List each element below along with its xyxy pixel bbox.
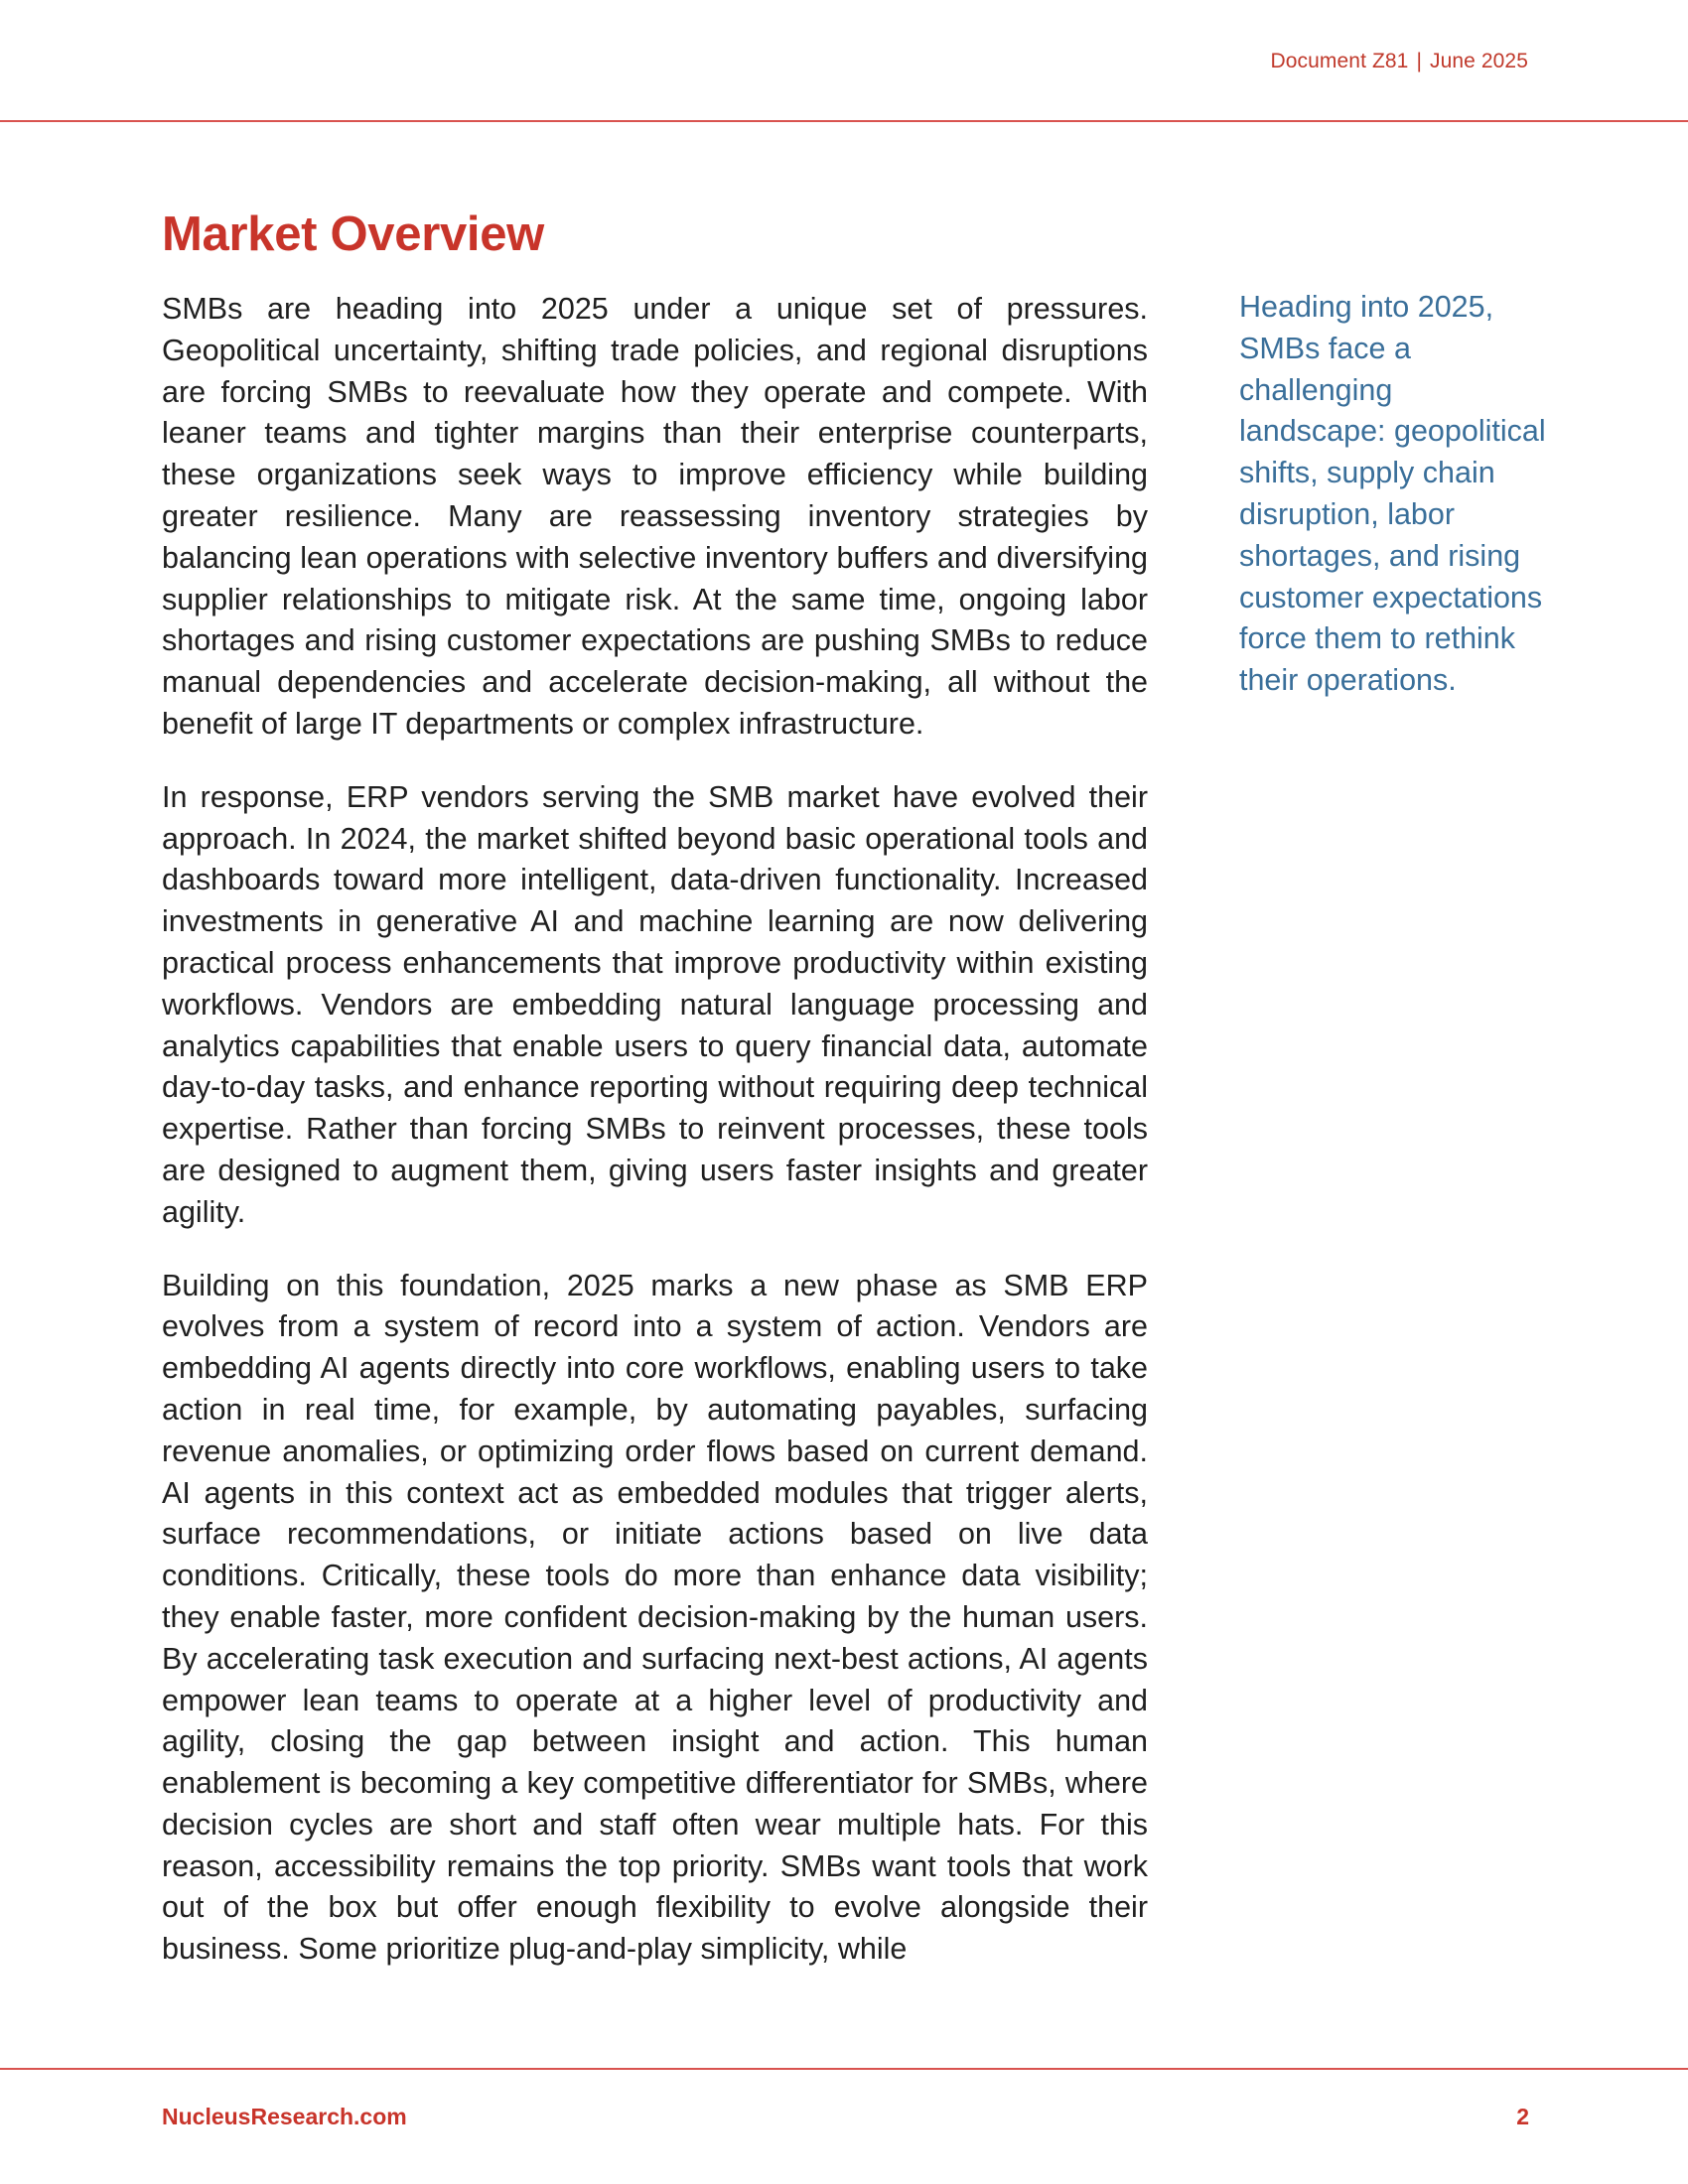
body-paragraph-1: SMBs are heading into 2025 under a unique set of pressures. Geopolitical uncertainty, shifting trade policies, and regional disruptions are forcing SMBs to reevaluate how they operate and compete. With leaner teams and tighter margins than their enterprise counterparts, these organizations seek ways to improve efficiency while building greater resilience. Many are reassessing inventory strategies by balancing lean operations with selective inventory buffers and diversifying supplier relationships to mitigate risk. At the same time, ongoing labor shortages and rising customer expectations are pushing SMBs to reduce manual dependencies and accelerate decision-making, all without the benefit of large IT departments or complex infrastructure.: [162, 292, 1148, 741]
page-title: Market Overview: [162, 207, 544, 261]
body-text: [162, 289, 1148, 2002]
body-paragraph-3: Building on this foundation, 2025 marks a new phase as SMB ERP evolves from a system of record into a system of action. Vendors are embedding AI agents directly into core workflows, enabling users to take action in real time, for example, by automating payables, surfacing revenue anomalies, or optimizing order flows based on current demand. AI agents in this context act as embedded modules that trigger alerts, surface recommendations, or initiate actions based on live data conditions. Critically, these tools do more than enhance data visibility; they enable faster, more confident decision-making by the human users. By accelerating task execution and surfacing next-best actions, AI agents empower lean teams to operate at a higher level of productivity and agility, closing the gap between insight and action. This human enablement is becoming a key competitive differentiator for SMBs, where decision cycles are short and staff often wear multiple hats. For this reason, accessibility remains the top priority. SMBs want tools that work out of the box but offer enough flexibility to evolve alongside their business. Some prioritize plug-and-play simplicity, while: [162, 1268, 1148, 1967]
footer-website-link[interactable]: NucleusResearch.com: [162, 2104, 407, 2129]
pull-quote: Heading into 2025, SMBs face a challenging landscape: geopolitical shifts, supply chain disruption, labor shortages, and rising customer expectations force them to rethink their operations.: [1239, 290, 1546, 698]
body-paragraph-2: In response, ERP vendors serving the SMB market have evolved their approach. In 2024, the market shifted beyond basic operational tools and dashboards toward more intelligent, data-driven functionality. Increased investments in generative AI and machine learning are now delivering practical process enhancements that improve productivity within existing workflows. Vendors are embedding natural language processing and analytics capabilities that enable users to query financial data, automate day-to-day tasks, and enhance reporting without requiring deep technical expertise. Rather than forcing SMBs to reinvent processes, these tools are designed to augment them, giving users faster insights and greater agility.: [162, 779, 1148, 1229]
document-date: June 2025: [1430, 50, 1528, 72]
document-header: [1271, 50, 1529, 73]
footer-divider: [0, 2068, 1688, 2070]
document-id: Document Z81: [1270, 50, 1409, 72]
page-number: 2: [1516, 2104, 1529, 2129]
header-divider: [0, 120, 1688, 122]
header-separator: |: [1416, 50, 1422, 72]
